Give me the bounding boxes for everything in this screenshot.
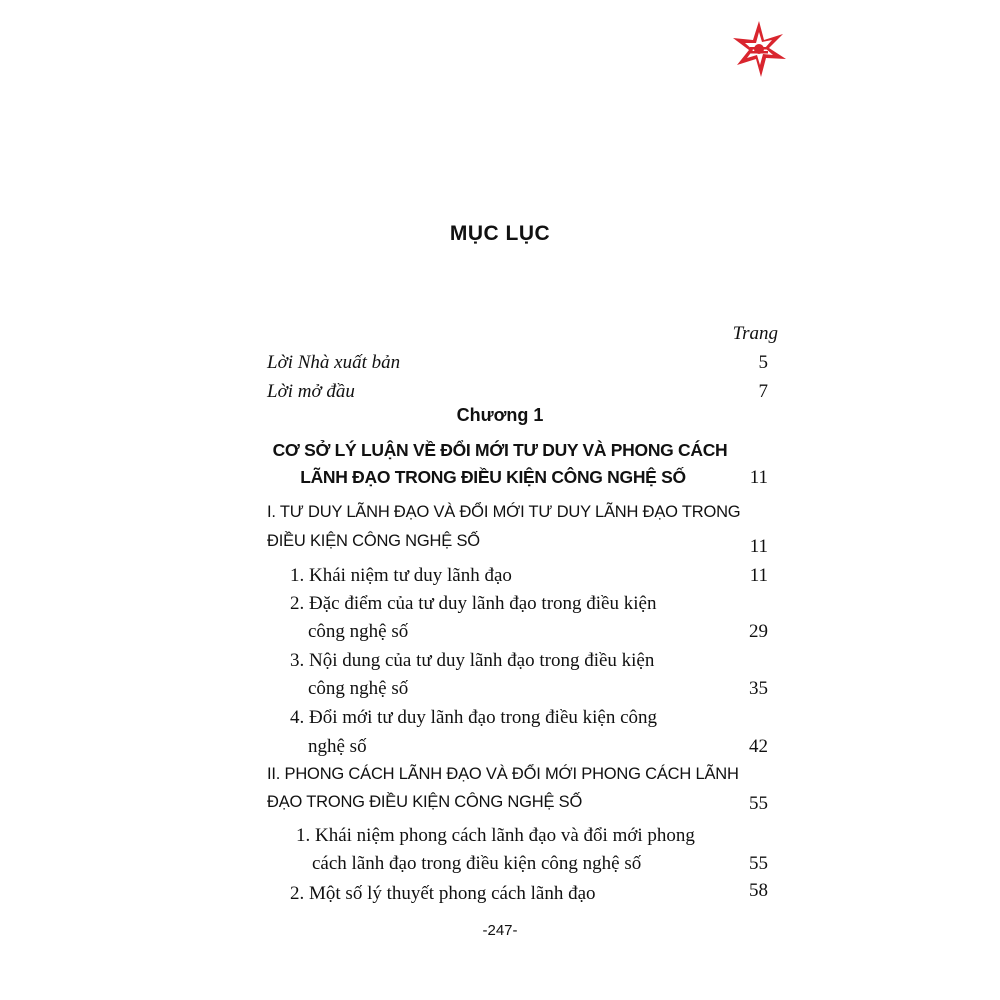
publisher-star-emblem-icon: [728, 18, 790, 80]
toc-item: cách lãnh đạo trong điều kiện công nghệ số: [312, 853, 642, 874]
toc-section-heading: ĐIỀU KIỆN CÔNG NGHỆ SỐ: [267, 532, 480, 550]
toc-page-number: 29: [749, 621, 768, 642]
toc-item: 4. Đổi mới tư duy lãnh đạo trong điều kiện công: [290, 707, 658, 728]
toc-page-number: 5: [758, 352, 768, 373]
toc-section-heading: ĐẠO TRONG ĐIỀU KIỆN CÔNG NGHỆ SỐ: [267, 793, 583, 811]
toc-section-heading: I. TƯ DUY LÃNH ĐẠO VÀ ĐỔI MỚI TƯ DUY LÃNH ĐẠO TRONG: [267, 503, 741, 521]
toc-section-heading: II. PHONG CÁCH LÃNH ĐẠO VÀ ĐỔI MỚI PHONG CÁCH LÃNH: [267, 765, 739, 783]
toc-page-number: 55: [749, 853, 768, 874]
toc-page-number: 35: [749, 678, 768, 699]
toc-entry-publisher-note: Lời Nhà xuất bản: [267, 352, 401, 373]
toc-item: 3. Nội dung của tư duy lãnh đạo trong điều kiện: [290, 650, 655, 671]
toc-page-number: 42: [749, 736, 768, 757]
chapter-title-line: CƠ SỞ LÝ LUẬN VỀ ĐỔI MỚI TƯ DUY VÀ PHONG CÁCH: [272, 440, 728, 460]
page-title: MỤC LỤC: [449, 222, 551, 245]
toc-page-number: 55: [749, 793, 768, 814]
toc-item: 2. Một số lý thuyết phong cách lãnh đạo: [290, 883, 596, 904]
toc-item: 2. Đặc điểm của tư duy lãnh đạo trong điều kiện: [290, 593, 657, 614]
toc-page-number: 11: [749, 467, 768, 488]
toc-item: 1. Khái niệm tư duy lãnh đạo: [290, 565, 512, 586]
toc-entry-introduction: Lời mở đầu: [267, 381, 355, 402]
toc-item: công nghệ số: [308, 678, 409, 699]
toc-item: 1. Khái niệm phong cách lãnh đạo và đổi mới phong: [296, 825, 695, 846]
chapter-label: Chương 1: [456, 405, 544, 425]
chapter-title-line: LÃNH ĐẠO TRONG ĐIỀU KIỆN CÔNG NGHỆ SỐ: [300, 467, 686, 487]
toc-item: nghệ số: [308, 736, 367, 757]
toc-page-number: 58: [749, 880, 768, 901]
toc-page-number: 7: [758, 381, 768, 402]
toc-page-number: 11: [749, 565, 768, 586]
toc-page-number: 11: [749, 536, 768, 557]
page-column-label: Trang: [732, 323, 778, 344]
toc-item: công nghệ số: [308, 621, 409, 642]
footer-page-number: -247-: [482, 922, 518, 939]
